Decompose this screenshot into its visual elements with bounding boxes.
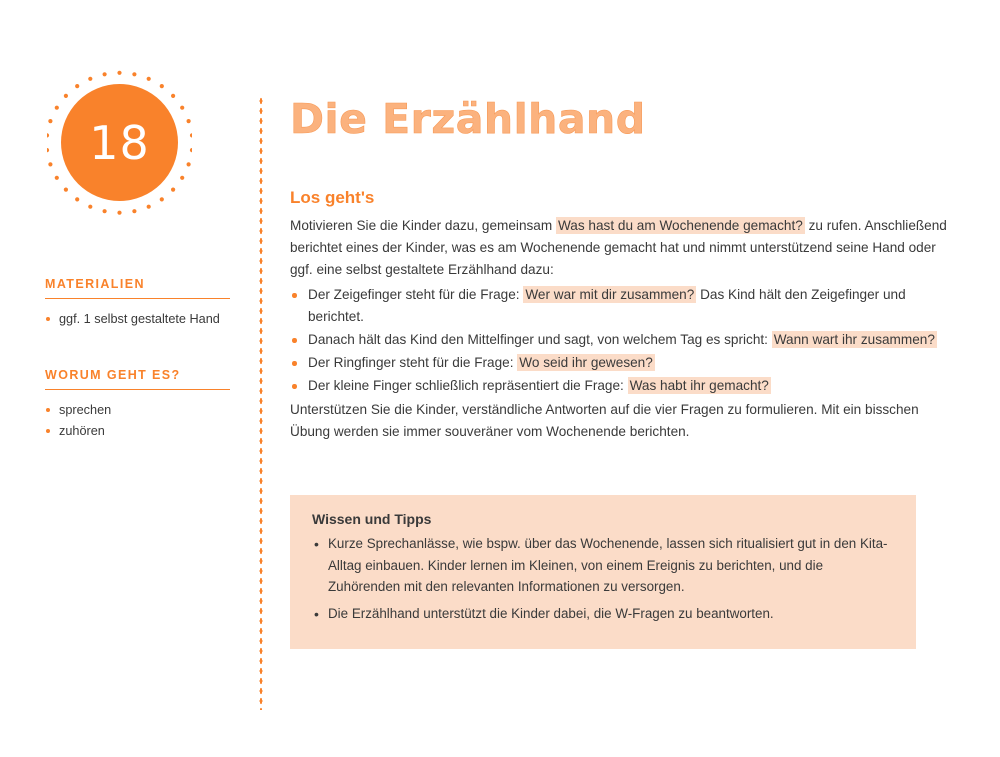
number-badge — [47, 70, 192, 215]
list-item: zuhören — [45, 421, 245, 442]
step-text-part1: Der Zeigefinger steht für die Frage: — [308, 287, 524, 303]
step-highlight: Wer war mit dir zusammen? — [525, 287, 695, 303]
materials-heading: MATERIALIEN — [45, 277, 230, 299]
step-text-part1: Der Ringfinger steht für die Frage: — [308, 355, 518, 371]
badge-circle — [61, 84, 178, 201]
list-item: • Die Erzählhand unterstützt die Kinder dabei, die W-Fragen zu beantworten. — [312, 603, 894, 624]
list-item: ggf. 1 selbst gestaltete Hand — [45, 309, 245, 330]
intro-text-part2: zu rufen. Anschließend berichtet eines der Kinder, was es am Wochenende gemacht hat und nimmt unterstützend seine Hand oder ggf. eine selbst gestaltete Erzählhand dazu: — [290, 218, 947, 278]
page-title: Die Erzählhand — [290, 95, 646, 143]
sidebar — [45, 70, 245, 442]
tips-list — [312, 533, 894, 624]
step-highlight: Wo seid ihr gewesen? — [519, 355, 653, 371]
intro-text-part1: Motivieren Sie die Kinder dazu, gemeinsam — [290, 218, 556, 234]
intro-highlight: Was hast du am Wochenende gemacht? — [557, 218, 803, 234]
vertical-dotted-divider — [259, 96, 263, 710]
materials-block — [45, 277, 245, 330]
main-content — [290, 96, 960, 649]
list-item — [290, 375, 960, 397]
topics-list — [45, 400, 245, 442]
step-text-part2: Das Kind hält den Zeigefinger und berichtet. — [308, 287, 906, 325]
topics-heading: WORUM GEHT ES? — [45, 368, 230, 390]
list-item: • Kurze Sprechanlässe, wie bspw. über das Wochenende, lassen sich ritualisiert gut in den Kita-Alltag einbauen. Kinder lernen im Kleinen, von einem Ereignis zu berichten, und die Zuhörenden mit den relevanten Informationen zu versorgen. — [312, 533, 894, 597]
list-item — [290, 284, 960, 328]
section-title: Los geht's — [290, 188, 375, 208]
step-highlight: Was habt ihr gemacht? — [629, 378, 769, 394]
list-item — [290, 329, 960, 351]
intro-paragraph — [290, 215, 960, 281]
tips-title: Wissen und Tipps — [312, 511, 432, 528]
tips-box — [290, 495, 916, 649]
closing-paragraph: Unterstützen Sie die Kinder, verständliche Antworten auf die vier Fragen zu formulieren. Mit ein bisschen Übung werden sie immer souveräner vom Wochenende berichten. — [290, 402, 919, 440]
step-highlight: Wann wart ihr zusammen? — [773, 332, 935, 348]
badge-number: 18 — [89, 115, 150, 170]
step-text-part1: Danach hält das Kind den Mittelfinger und sagt, von welchem Tag es spricht: — [308, 332, 772, 348]
materials-list — [45, 309, 245, 330]
list-item — [290, 352, 960, 374]
list-item: sprechen — [45, 400, 245, 421]
step-text-part1: Der kleine Finger schließlich repräsentiert die Frage: — [308, 378, 628, 394]
topics-block — [45, 368, 245, 442]
steps-list — [290, 284, 960, 397]
